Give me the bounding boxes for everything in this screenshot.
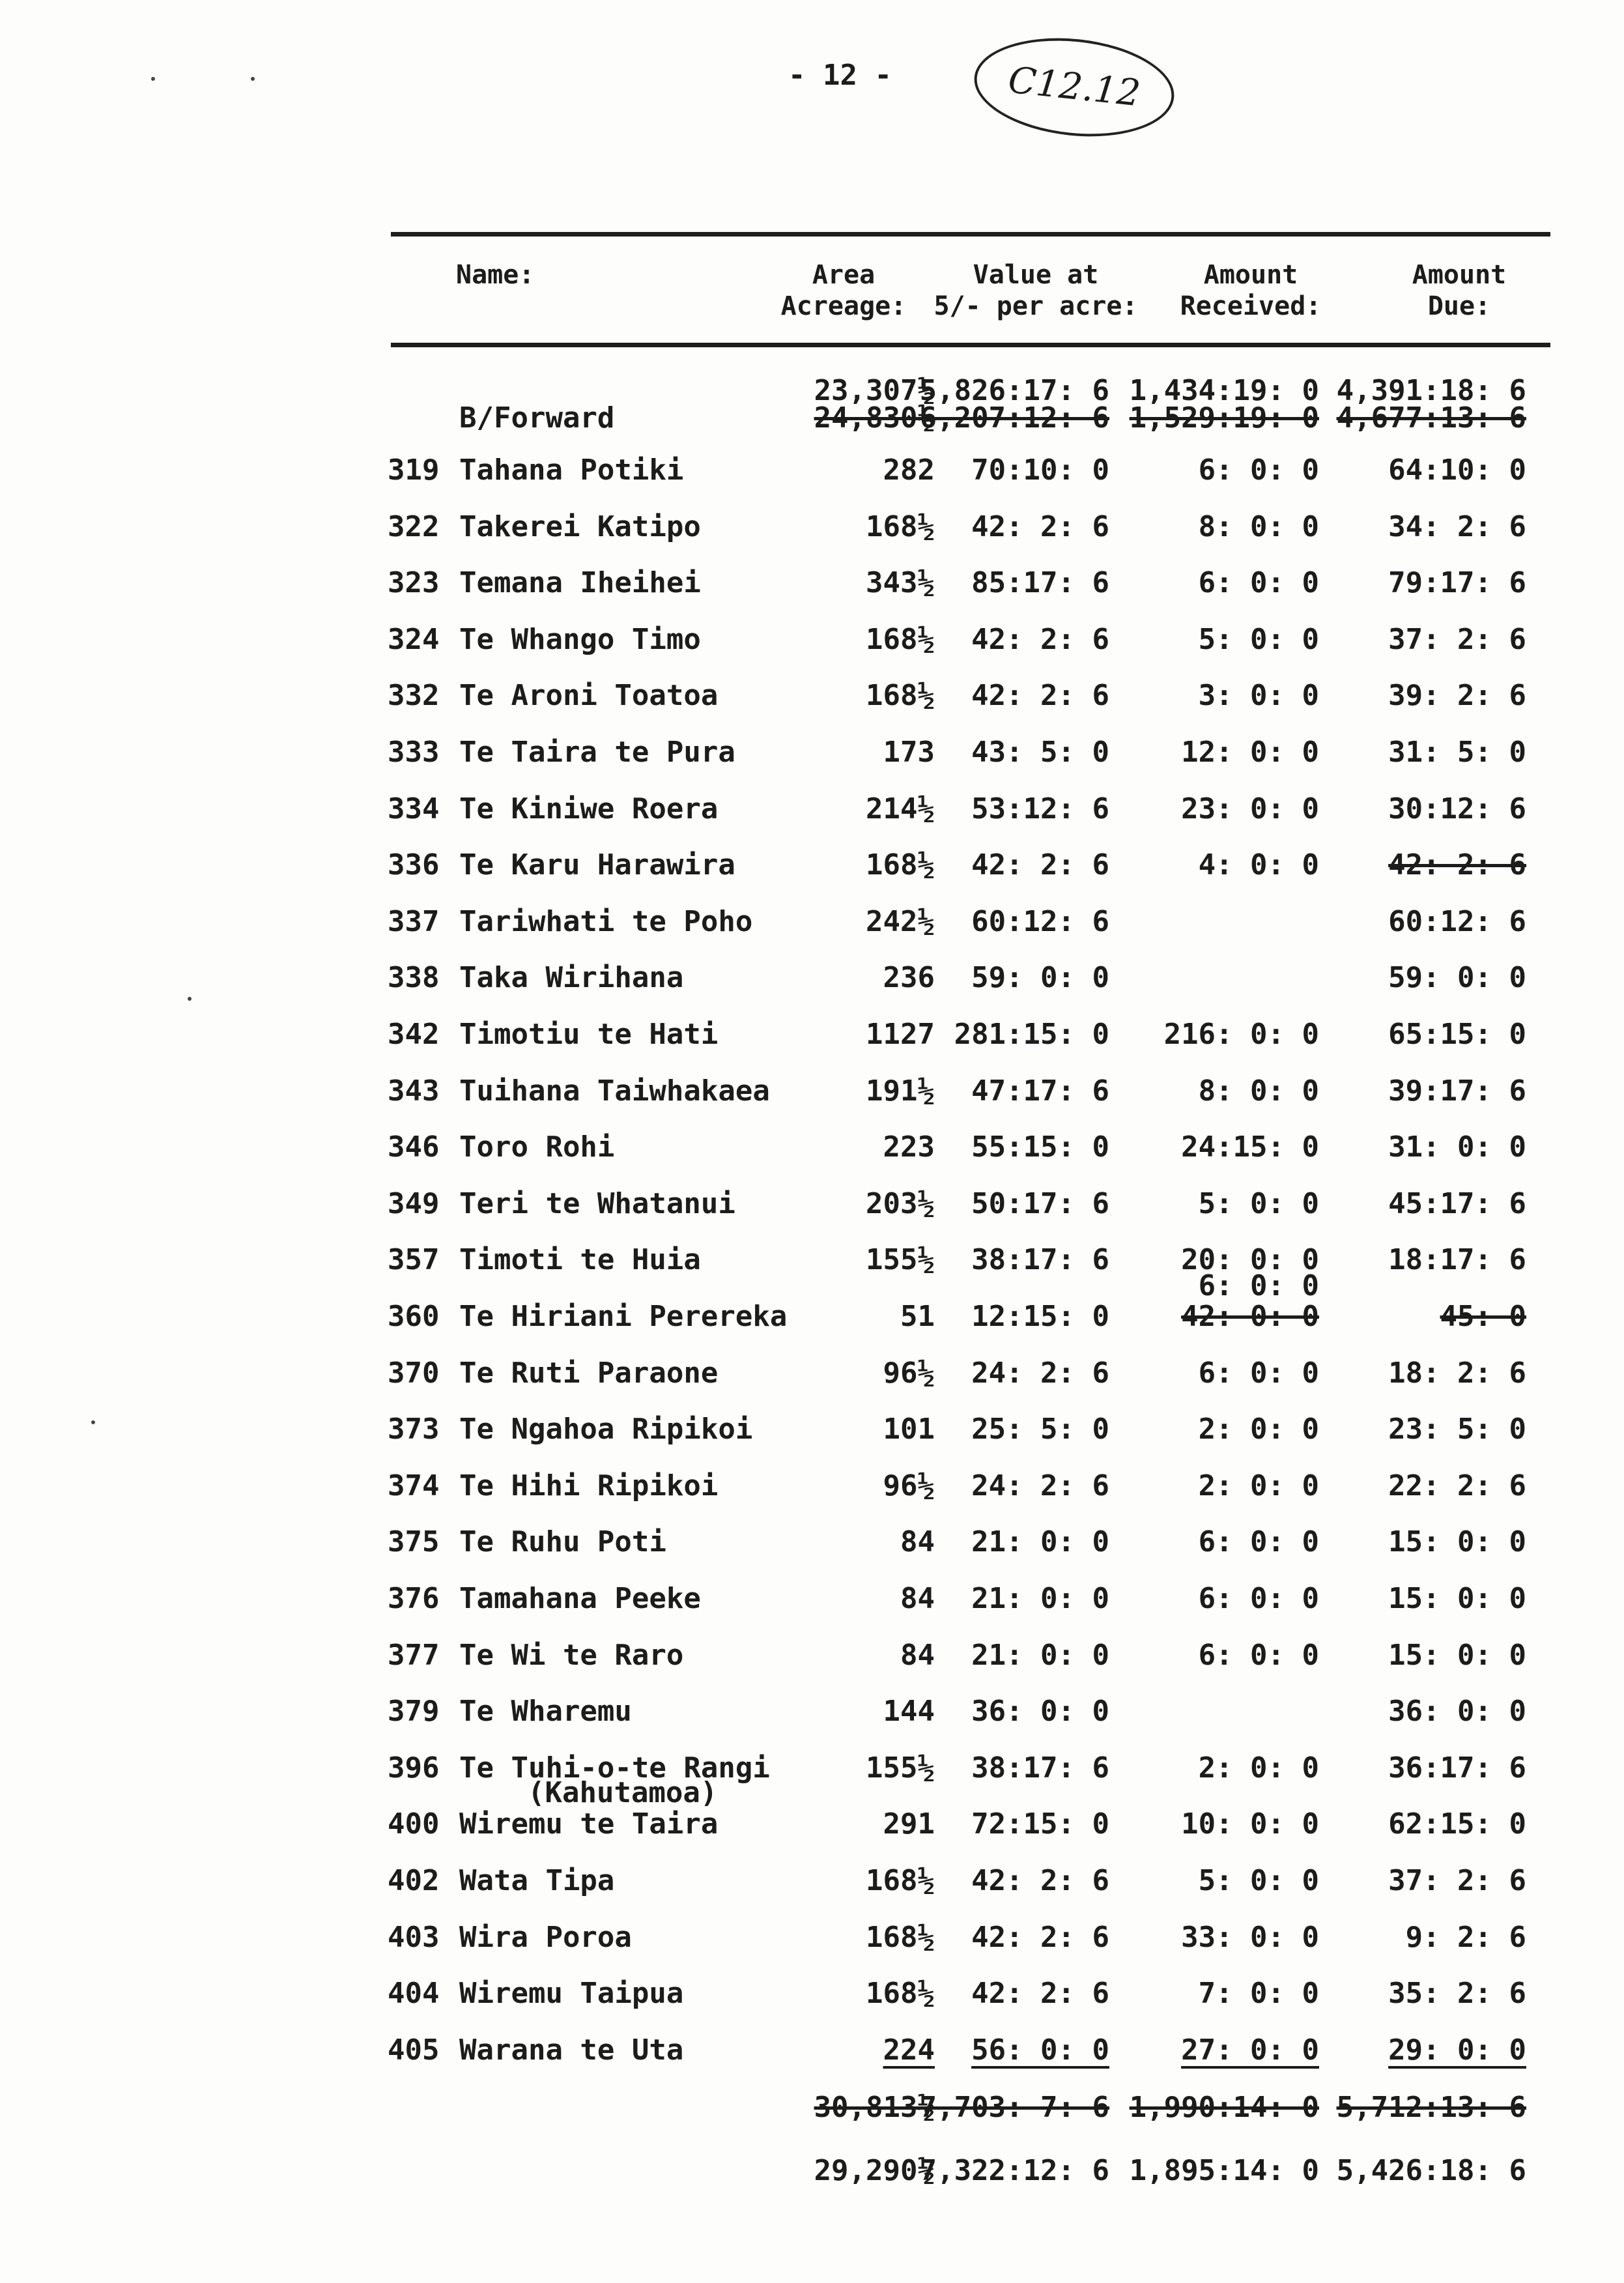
amount-received: 12: 0: 0 [1181, 736, 1319, 769]
header-area [772, 259, 915, 322]
amount-received: 10: 0: 0 [1181, 1807, 1319, 1841]
table-row [0, 1918, 1624, 1964]
owner-name: Tahana Potiki [459, 453, 684, 487]
area-acreage: 214½ [866, 792, 935, 826]
owner-name: Te Tuhi-o-te Rangi [459, 1751, 770, 1785]
lot-number: 333 [388, 736, 440, 769]
amount-due: 36: 0: 0 [1388, 1695, 1526, 1728]
amount-due: 45:17: 6 [1388, 1187, 1526, 1220]
amount-received: 23: 0: 0 [1181, 792, 1319, 826]
amount-due: 18: 2: 6 [1388, 1357, 1526, 1390]
table-row [0, 1523, 1624, 1568]
forward-value: 5,826:17: 6 [919, 374, 1109, 407]
owner-name: Takerei Katipo [459, 510, 701, 543]
owner-name: Te Ruti Paraone [459, 1357, 719, 1390]
owner-name: Timoti te Huia [459, 1243, 701, 1276]
value-amount: 42: 2: 6 [971, 1864, 1109, 1897]
amount-received: 2: 0: 0 [1198, 1413, 1319, 1446]
value-amount: 42: 2: 6 [971, 848, 1109, 882]
header-area-line1: Area [812, 260, 876, 290]
header-top-rule [391, 232, 1550, 237]
header-due-line2: Due: [1427, 291, 1491, 321]
header-name [456, 259, 534, 291]
value-amount: 53:12: 6 [971, 792, 1109, 826]
area-acreage: 84 [900, 1582, 935, 1615]
table-row [0, 1354, 1624, 1400]
table-row [0, 846, 1624, 891]
amount-due: 31: 5: 0 [1388, 736, 1526, 769]
amount-due: 36:17: 6 [1388, 1751, 1526, 1785]
lot-number: 322 [388, 510, 440, 543]
table-row [0, 1861, 1624, 1907]
owner-name: Te Karu Harawira [459, 848, 735, 882]
table-row [0, 508, 1624, 553]
amount-received: 2: 0: 0 [1198, 1751, 1319, 1785]
area-acreage: 168½ [866, 623, 935, 656]
amount-due: 37: 2: 6 [1388, 1864, 1526, 1897]
page-number: - 12 - [788, 59, 892, 92]
value-amount: 42: 2: 6 [971, 623, 1109, 656]
amount-due-struck: 42: 2: 6 [1388, 848, 1526, 882]
area-acreage: 155½ [866, 1243, 935, 1276]
amount-due: 65:15: 0 [1388, 1018, 1526, 1051]
owner-name: Taka Wirihana [459, 961, 684, 994]
area-acreage: 84 [900, 1639, 935, 1672]
area-acreage: 144 [883, 1695, 935, 1728]
table-row [0, 451, 1624, 496]
lot-number: 338 [388, 961, 440, 994]
owner-name: Te Taira te Pura [459, 736, 735, 769]
amount-received: 7: 0: 0 [1198, 1977, 1319, 2010]
lot-number: 337 [388, 905, 440, 938]
owner-name: Te Wi te Raro [459, 1639, 684, 1672]
lot-number: 379 [388, 1695, 440, 1728]
reference-stamp: C12.12 [969, 29, 1179, 145]
forward-due: 4,391:18: 6 [1336, 374, 1526, 407]
amount-due: 22: 2: 6 [1388, 1469, 1526, 1502]
value-amount: 21: 0: 0 [971, 1582, 1109, 1615]
header-value-line1: Value at [973, 260, 1099, 290]
amount-due: 39:17: 6 [1388, 1074, 1526, 1108]
totals-row [0, 2151, 1624, 2197]
owner-name: Te Aroni Toatoa [459, 679, 719, 712]
owner-name: Wira Poroa [459, 1921, 632, 1954]
amount-received: 8: 0: 0 [1198, 510, 1319, 543]
amount-due: 35: 2: 6 [1388, 1977, 1526, 2010]
lot-number: 400 [388, 1807, 440, 1841]
area-acreage: 242½ [866, 905, 935, 938]
lot-number: 403 [388, 1921, 440, 1954]
header-due-line1: Amount [1412, 260, 1507, 290]
area-acreage: 203½ [866, 1187, 935, 1220]
amount-due: 39: 2: 6 [1388, 679, 1526, 712]
value-amount: 281:15: 0 [954, 1018, 1109, 1051]
total-received-struck: 1,990:14: 0 [1129, 2091, 1319, 2124]
table-row [0, 1072, 1624, 1117]
amount-received: 5: 0: 0 [1198, 623, 1319, 656]
area-acreage: 173 [883, 736, 935, 769]
area-acreage: 96½ [883, 1469, 935, 1502]
table-row [0, 1974, 1624, 2020]
amount-received: 5: 0: 0 [1198, 1187, 1319, 1220]
lot-number: 342 [388, 1018, 440, 1051]
table-row [0, 1297, 1624, 1343]
value-amount: 59: 0: 0 [971, 961, 1109, 994]
forward-area-old: 24,830½ [814, 401, 935, 435]
scan-speck [188, 997, 192, 1001]
amount-due: 31: 0: 0 [1388, 1130, 1526, 1164]
area-acreage: 1127 [866, 1018, 935, 1051]
amount-due: 34: 2: 6 [1388, 510, 1526, 543]
area-acreage: 101 [883, 1413, 935, 1446]
amount-due: 9: 2: 6 [1405, 1921, 1526, 1954]
total-due-struck: 5,712:13: 6 [1336, 2091, 1526, 2124]
owner-name: Teri te Whatanui [459, 1187, 735, 1220]
owner-name: Warana te Uta [459, 2033, 684, 2067]
owner-name: Tuihana Taiwhakaea [459, 1074, 770, 1108]
amount-due: 15: 0: 0 [1388, 1582, 1526, 1615]
lot-number: 360 [388, 1300, 440, 1333]
forward-due-old: 4,677:13: 6 [1336, 401, 1526, 435]
value-amount: 42: 2: 6 [971, 510, 1109, 543]
amount-received-struck: 42: 0: 0 [1181, 1300, 1319, 1333]
lot-number: 323 [388, 566, 440, 599]
header-due [1381, 259, 1537, 322]
area-acreage: 168½ [866, 1864, 935, 1897]
amount-due: 62:15: 0 [1388, 1807, 1526, 1841]
amount-received: 6: 0: 0 [1198, 1525, 1319, 1558]
amount-received: 4: 0: 0 [1198, 848, 1319, 882]
amount-received: 27: 0: 0 [1181, 2033, 1319, 2067]
table-row [0, 958, 1624, 1004]
value-amount: 42: 2: 6 [971, 1921, 1109, 1954]
table-row [0, 1636, 1624, 1682]
lot-number: 332 [388, 679, 440, 712]
owner-name: Te Ruhu Poti [459, 1525, 666, 1558]
lot-number: 357 [388, 1243, 440, 1276]
amount-received: 5: 0: 0 [1198, 1864, 1319, 1897]
value-amount: 36: 0: 0 [971, 1695, 1109, 1728]
amount-due: 60:12: 6 [1388, 905, 1526, 938]
area-acreage: 155½ [866, 1751, 935, 1785]
value-amount: 47:17: 6 [971, 1074, 1109, 1108]
header-area-line2: Acreage: [780, 291, 907, 321]
table-row [0, 790, 1624, 835]
amount-received: 8: 0: 0 [1198, 1074, 1319, 1108]
amount-received: 6: 0: 0 [1198, 1357, 1319, 1390]
scan-speck [251, 77, 255, 81]
table-row [0, 1410, 1624, 1456]
area-acreage: 224 [883, 2033, 935, 2067]
value-amount: 21: 0: 0 [971, 1639, 1109, 1672]
lot-number: 336 [388, 848, 440, 882]
forward-received-old: 1,529:19: 0 [1129, 401, 1319, 435]
area-acreage: 168½ [866, 848, 935, 882]
area-acreage: 343½ [866, 566, 935, 599]
lot-number: 375 [388, 1525, 440, 1558]
area-acreage: 223 [883, 1130, 935, 1164]
header-bottom-rule [391, 343, 1550, 347]
owner-name: Te Hihi Ripikoi [459, 1469, 719, 1502]
lot-number: 319 [388, 453, 440, 487]
amount-received-extra: 6: 0: 0 [1198, 1269, 1319, 1302]
lot-number: 324 [388, 623, 440, 656]
forward-value-old: 6,207:12: 6 [919, 401, 1109, 435]
table-row [0, 1579, 1624, 1625]
total-due: 5,426:18: 6 [1336, 2154, 1526, 2187]
table-row [0, 1692, 1624, 1738]
amount-received: 6: 0: 0 [1198, 453, 1319, 487]
table-row [0, 1749, 1624, 1809]
value-amount: 21: 0: 0 [971, 1525, 1109, 1558]
area-acreage: 282 [883, 453, 935, 487]
amount-due: 37: 2: 6 [1388, 623, 1526, 656]
lot-number: 373 [388, 1413, 440, 1446]
lot-number: 349 [388, 1187, 440, 1220]
owner-name: Temana Iheihei [459, 566, 701, 599]
table-row [0, 1241, 1624, 1302]
table-row [0, 2031, 1624, 2076]
totals-struck-row [0, 2088, 1624, 2134]
area-acreage: 191½ [866, 1074, 935, 1108]
lot-number: 343 [388, 1074, 440, 1108]
lot-number: 374 [388, 1469, 440, 1502]
total-area: 29,290½ [814, 2154, 935, 2187]
amount-received: 6: 0: 0 [1198, 1582, 1319, 1615]
value-amount: 72:15: 0 [971, 1807, 1109, 1841]
table-row [0, 733, 1624, 779]
table-row [0, 1805, 1624, 1850]
lot-number: 402 [388, 1864, 440, 1897]
amount-due: 18:17: 6 [1388, 1243, 1526, 1276]
amount-received: 216: 0: 0 [1163, 1018, 1319, 1051]
table-row [0, 1185, 1624, 1230]
owner-name: Te Hiriani Perereka [459, 1300, 788, 1333]
area-acreage: 84 [900, 1525, 935, 1558]
owner-name: Toro Rohi [459, 1130, 615, 1164]
lot-number: 376 [388, 1582, 440, 1615]
header-name-label: Name: [456, 260, 535, 290]
header-received-line1: Amount [1203, 260, 1298, 290]
lot-number: 404 [388, 1977, 440, 2010]
amount-received: 20: 0: 0 [1181, 1243, 1319, 1276]
forward-label: B/Forward [459, 401, 615, 435]
area-acreage: 236 [883, 961, 935, 994]
amount-due-struck: 45: 0 [1440, 1300, 1526, 1333]
forward-area: 23,307½ [814, 374, 935, 407]
forward-row [0, 371, 1624, 443]
lot-number: 334 [388, 792, 440, 826]
value-amount: 70:10: 0 [971, 453, 1109, 487]
amount-due: 23: 5: 0 [1388, 1413, 1526, 1446]
area-acreage: 291 [883, 1807, 935, 1841]
table-row [0, 676, 1624, 722]
total-value: 7,322:12: 6 [919, 2154, 1109, 2187]
value-amount: 38:17: 6 [971, 1243, 1109, 1276]
owner-name: Te Ngahoa Ripikoi [459, 1413, 753, 1446]
owner-name: Wiremu te Taira [459, 1807, 719, 1841]
amount-due: 15: 0: 0 [1388, 1525, 1526, 1558]
header-received [1153, 259, 1348, 322]
owner-name: Wata Tipa [459, 1864, 615, 1897]
amount-due: 29: 0: 0 [1388, 2033, 1526, 2067]
header-received-line2: Received: [1180, 291, 1322, 321]
owner-name: Tariwhati te Poho [459, 905, 753, 938]
value-amount: 55:15: 0 [971, 1130, 1109, 1164]
amount-received: 6: 0: 0 [1198, 1639, 1319, 1672]
amount-due: 79:17: 6 [1388, 566, 1526, 599]
value-amount: 43: 5: 0 [971, 736, 1109, 769]
owner-name: Timotiu te Hati [459, 1018, 719, 1051]
area-acreage: 168½ [866, 1977, 935, 2010]
area-acreage: 168½ [866, 679, 935, 712]
value-amount: 56: 0: 0 [971, 2033, 1109, 2067]
amount-due: 64:10: 0 [1388, 453, 1526, 487]
owner-name-sub: (Kahutamoa) [528, 1776, 718, 1809]
total-received: 1,895:14: 0 [1129, 2154, 1319, 2187]
table-row [0, 564, 1624, 609]
amount-received: 33: 0: 0 [1181, 1921, 1319, 1954]
lot-number: 370 [388, 1357, 440, 1390]
scan-speck [151, 77, 155, 81]
lot-number: 405 [388, 2033, 440, 2067]
value-amount: 12:15: 0 [971, 1300, 1109, 1333]
area-acreage: 96½ [883, 1357, 935, 1390]
area-acreage: 168½ [866, 1921, 935, 1954]
table-row [0, 1128, 1624, 1173]
value-amount: 60:12: 6 [971, 905, 1109, 938]
amount-received: 6: 0: 0 [1198, 566, 1319, 599]
value-amount: 50:17: 6 [971, 1187, 1109, 1220]
value-amount: 42: 2: 6 [971, 1977, 1109, 2010]
value-amount: 24: 2: 6 [971, 1469, 1109, 1502]
value-amount: 25: 5: 0 [971, 1413, 1109, 1446]
lot-number: 396 [388, 1751, 440, 1785]
amount-due: 30:12: 6 [1388, 792, 1526, 826]
scan-speck [91, 1420, 95, 1424]
table-row [0, 620, 1624, 666]
value-amount: 24: 2: 6 [971, 1357, 1109, 1390]
amount-received: 24:15: 0 [1181, 1130, 1319, 1164]
owner-name: Te Kiniwe Roera [459, 792, 719, 826]
owner-name: Wiremu Taipua [459, 1977, 684, 2010]
lot-number: 377 [388, 1639, 440, 1672]
table-row [0, 1015, 1624, 1061]
table-row [0, 902, 1624, 948]
total-area-struck: 30,813½ [814, 2091, 935, 2124]
amount-due: 15: 0: 0 [1388, 1639, 1526, 1672]
amount-received: 2: 0: 0 [1198, 1469, 1319, 1502]
lot-number: 346 [388, 1130, 440, 1164]
area-acreage: 168½ [866, 510, 935, 543]
owner-name: Tamahana Peeke [459, 1582, 701, 1615]
total-value-struck: 7,703: 7: 6 [919, 2091, 1109, 2124]
amount-due: 59: 0: 0 [1388, 961, 1526, 994]
owner-name: Te Wharemu [459, 1695, 632, 1728]
value-amount: 42: 2: 6 [971, 679, 1109, 712]
owner-name: Te Whango Timo [459, 623, 701, 656]
header-value [915, 259, 1156, 322]
area-acreage: 51 [900, 1300, 935, 1333]
table-row [0, 1467, 1624, 1512]
forward-received: 1,434:19: 0 [1129, 374, 1319, 407]
value-amount: 38:17: 6 [971, 1751, 1109, 1785]
value-amount: 85:17: 6 [971, 566, 1109, 599]
amount-received: 3: 0: 0 [1198, 679, 1319, 712]
header-value-line2: 5/- per acre: [933, 291, 1138, 321]
